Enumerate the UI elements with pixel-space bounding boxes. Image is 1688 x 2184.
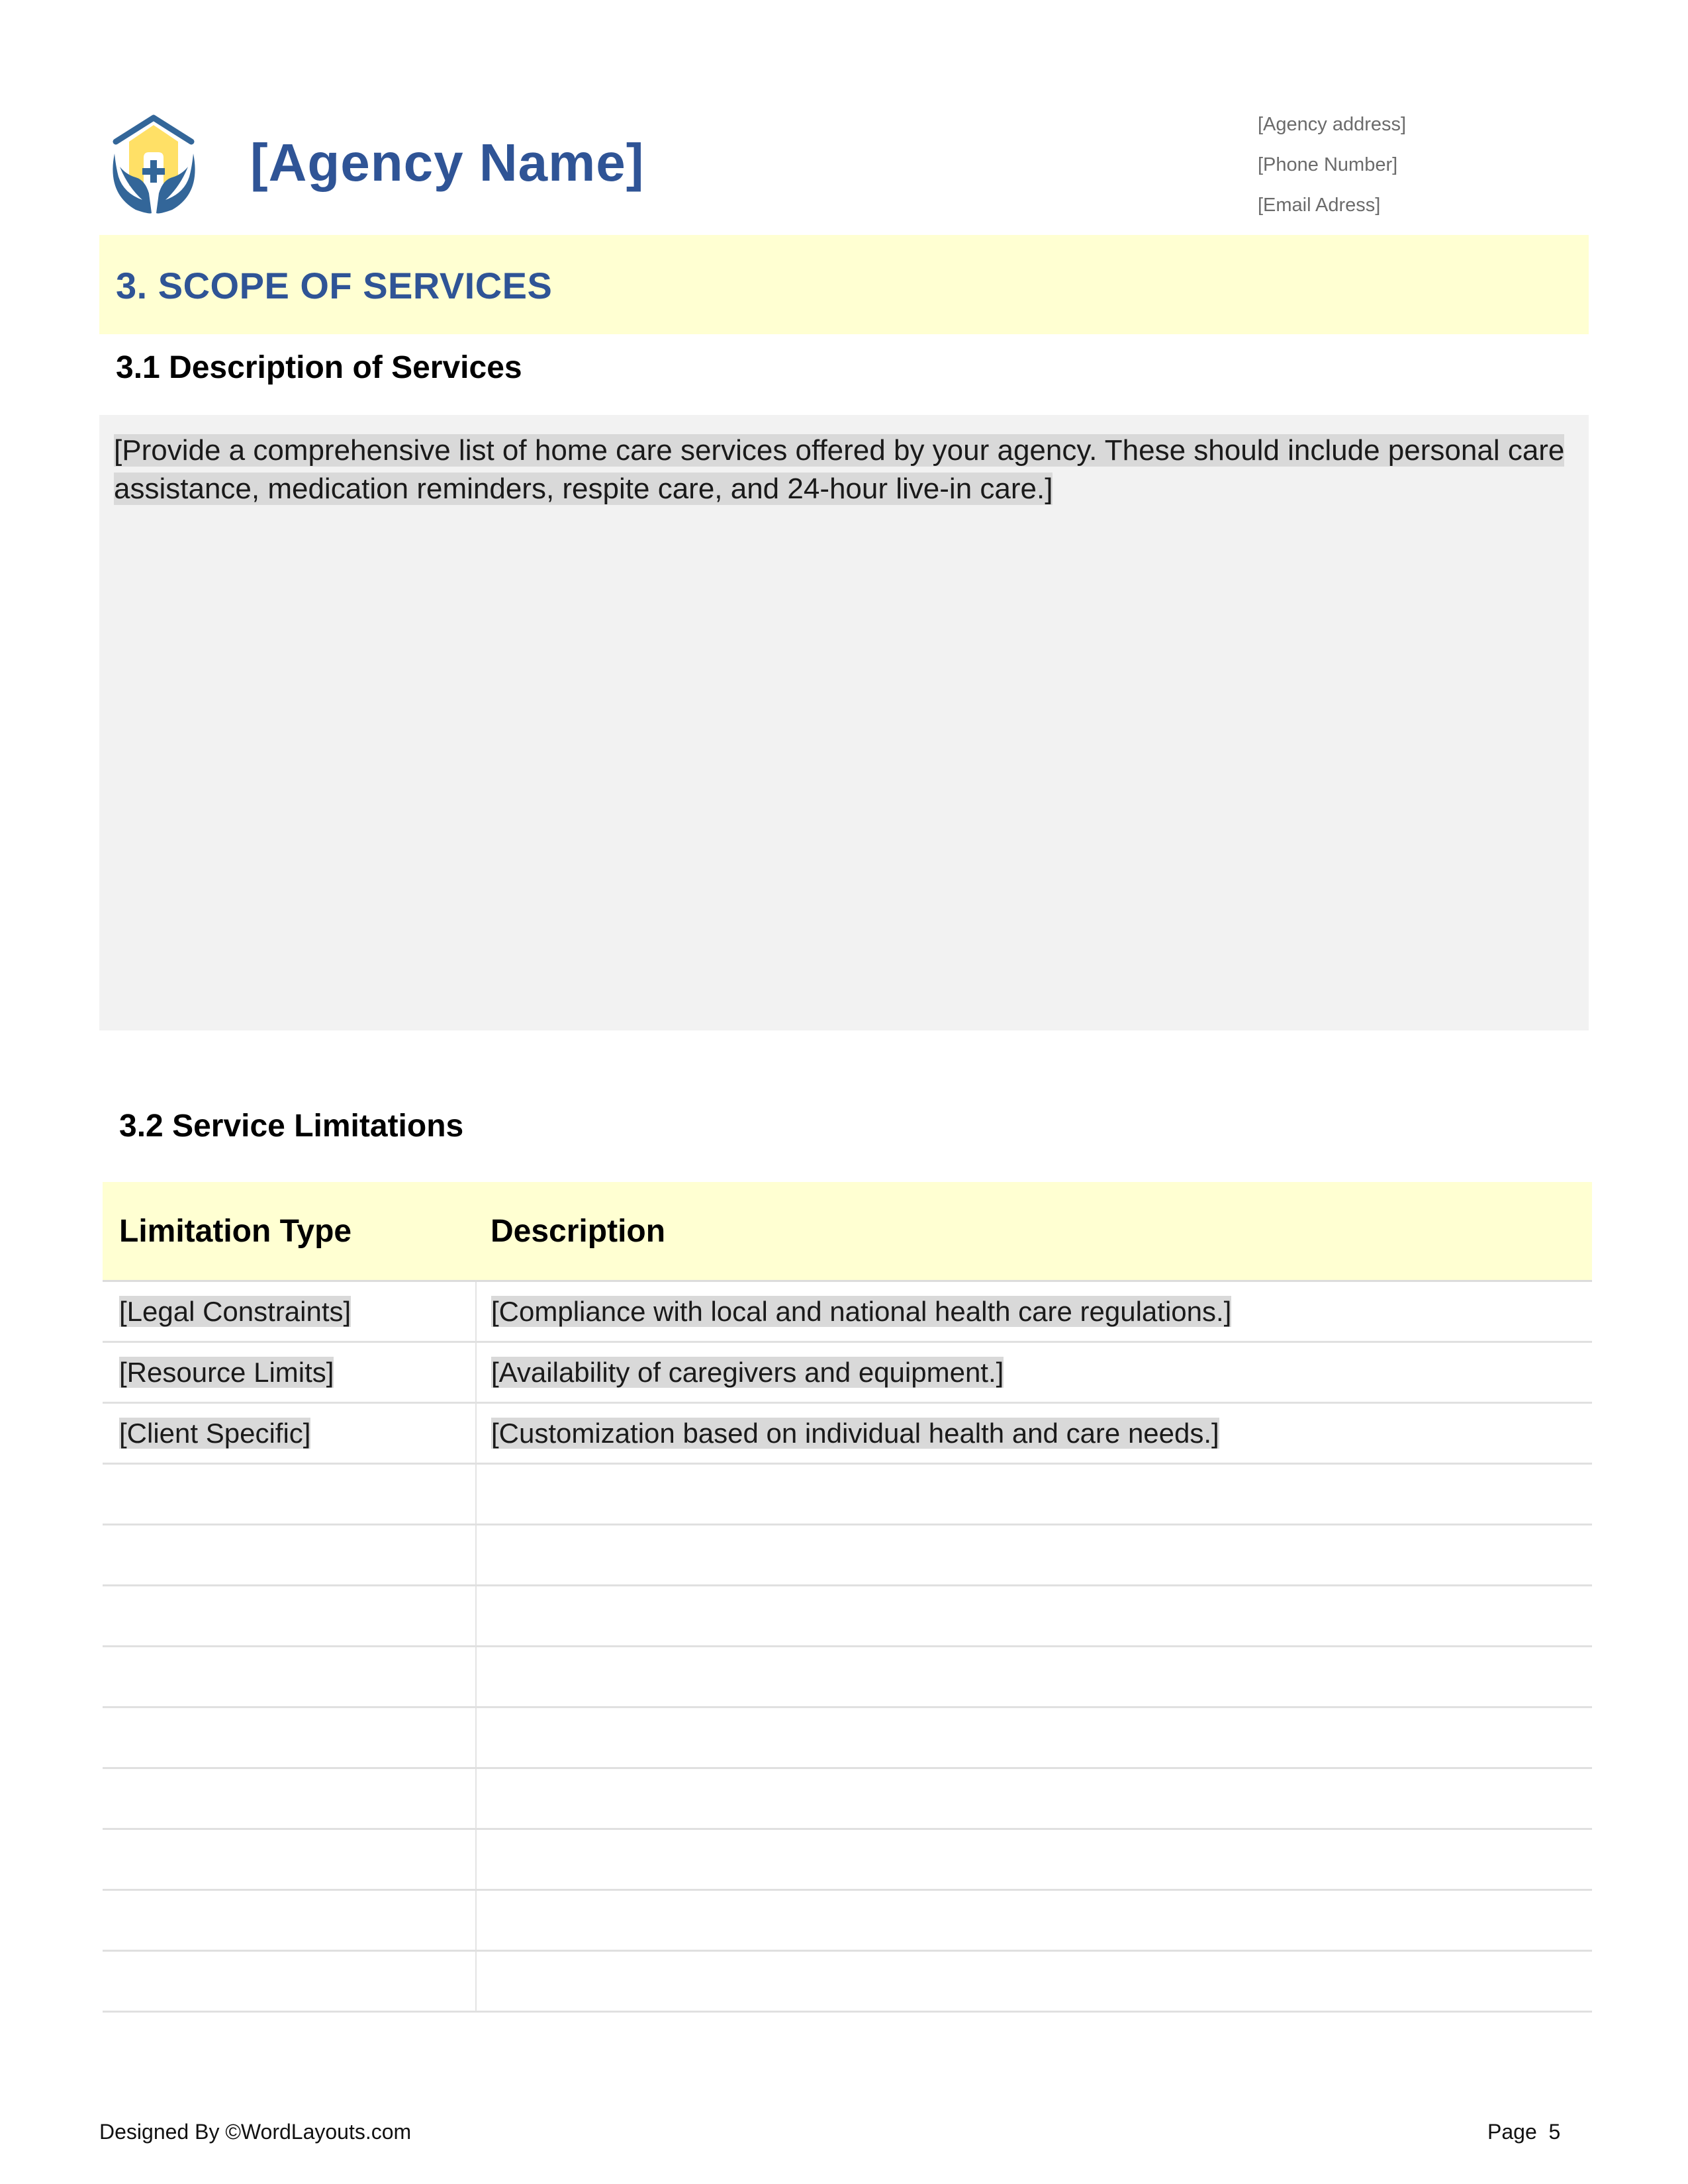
table-row: [103, 1586, 1592, 1647]
section-banner: [99, 235, 1589, 334]
limitation-description-cell[interactable]: [476, 1464, 1592, 1525]
limitation-description-cell[interactable]: [476, 1403, 1592, 1464]
limitation-type[interactable]: [Resource Limits]: [119, 1356, 334, 1388]
limitation-description-cell[interactable]: [476, 1951, 1592, 2012]
section-title: 3. SCOPE OF SERVICES: [116, 265, 553, 306]
table-row: [103, 1951, 1592, 2012]
service-limitations-table: [103, 1182, 1592, 2013]
table-row: [103, 1707, 1592, 1768]
limitation-type-cell[interactable]: [103, 1707, 476, 1768]
agency-logo: [109, 114, 199, 216]
agency-address: [Agency address]: [1258, 114, 1407, 135]
agency-email: [Email Adress]: [1258, 195, 1381, 216]
table-row: [103, 1890, 1592, 1951]
limitation-type-cell[interactable]: [103, 1464, 476, 1525]
limitation-type-cell[interactable]: [103, 1525, 476, 1586]
description-text-area[interactable]: [114, 432, 1577, 508]
limitation-type-cell[interactable]: [103, 1403, 476, 1464]
table-row: [103, 1342, 1592, 1403]
limitation-description-cell[interactable]: [476, 1707, 1592, 1768]
limitation-type-cell[interactable]: [103, 1829, 476, 1890]
limitation-type-cell[interactable]: [103, 1342, 476, 1403]
description-of-services-heading: 3.1 Description of Services: [116, 350, 522, 385]
limitation-type-cell[interactable]: [103, 1768, 476, 1829]
limitation-description-cell[interactable]: [476, 1647, 1592, 1707]
agency-contact-block: [1258, 105, 1406, 226]
footer-credit: Designed By ©WordLayouts.com: [99, 2120, 412, 2144]
limitation-description-cell[interactable]: [476, 1890, 1592, 1951]
limitation-description-cell[interactable]: [476, 1342, 1592, 1403]
limitation-type[interactable]: [Legal Constraints]: [119, 1295, 352, 1327]
column-header-limitation-type: Limitation Type: [103, 1182, 476, 1281]
table-row: [103, 1281, 1592, 1342]
service-limitations-heading: 3.2 Service Limitations: [119, 1109, 464, 1144]
description-of-services-box[interactable]: [99, 415, 1589, 1030]
table-row: [103, 1647, 1592, 1707]
limitation-type-cell[interactable]: [103, 1951, 476, 2012]
limitation-description-cell[interactable]: [476, 1829, 1592, 1890]
limitation-type-cell[interactable]: [103, 1647, 476, 1707]
column-header-description: Description: [476, 1182, 1592, 1281]
limitation-type-cell[interactable]: [103, 1586, 476, 1647]
page-number: [1487, 2120, 1560, 2144]
limitation-description[interactable]: [Customization based on individual health and care needs.]: [491, 1417, 1219, 1449]
limitation-description-cell[interactable]: [476, 1586, 1592, 1647]
page-label: Page: [1487, 2120, 1537, 2144]
table-row: [103, 1464, 1592, 1525]
limitation-description-cell[interactable]: [476, 1525, 1592, 1586]
limitation-description-cell[interactable]: [476, 1281, 1592, 1342]
description-placeholder[interactable]: [Provide a comprehensive list of home care services offered by your agency. These should include personal care assistance, medication reminders, respite care, and 24-hour live-in care.]: [114, 434, 1565, 505]
table-header-row: [103, 1182, 1592, 1281]
table-row: [103, 1768, 1592, 1829]
home-care-house-hands-icon: [109, 114, 199, 216]
limitation-description[interactable]: [Availability of caregivers and equipment.]: [491, 1356, 1004, 1388]
limitation-type-cell[interactable]: [103, 1281, 476, 1342]
table-row: [103, 1403, 1592, 1464]
limitation-type-cell[interactable]: [103, 1890, 476, 1951]
agency-name: [Agency Name]: [250, 133, 645, 192]
table-row: [103, 1829, 1592, 1890]
limitation-description-cell[interactable]: [476, 1768, 1592, 1829]
page-number-value: 5: [1548, 2120, 1561, 2144]
limitation-description[interactable]: [Compliance with local and national health care regulations.]: [491, 1295, 1232, 1327]
table-row: [103, 1525, 1592, 1586]
agency-phone: [Phone Number]: [1258, 154, 1398, 175]
limitation-type[interactable]: [Client Specific]: [119, 1417, 311, 1449]
